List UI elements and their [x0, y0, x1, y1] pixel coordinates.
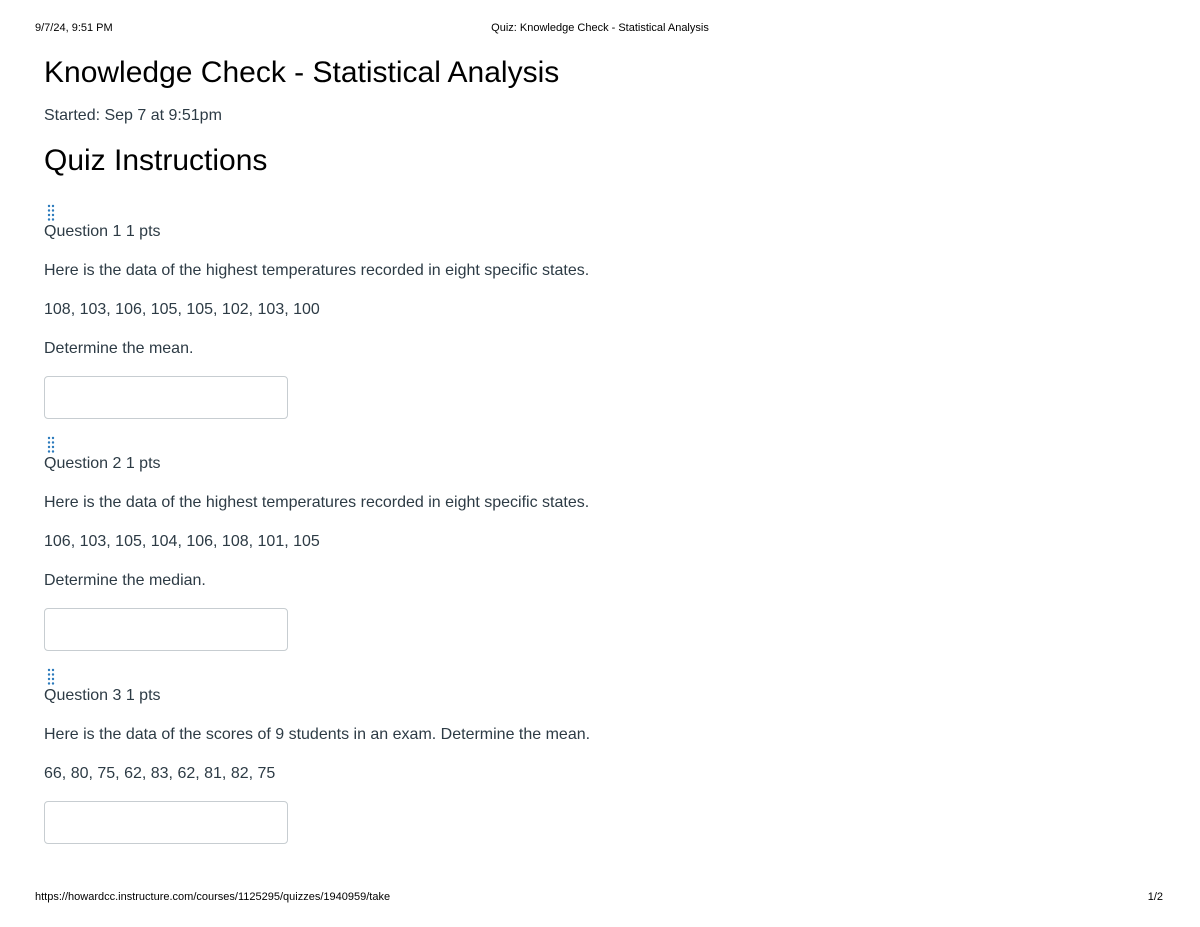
quiz-instructions-heading: Quiz Instructions: [44, 144, 268, 177]
question-header: Question 2 1 pts: [44, 455, 161, 472]
question-data: 106, 103, 105, 104, 106, 108, 101, 105: [44, 533, 320, 550]
question-prompt: Determine the mean.: [44, 340, 194, 357]
question-prompt: Determine the median.: [44, 572, 206, 589]
question-1: [44, 204, 1144, 419]
drag-handle-icon[interactable]: [47, 668, 57, 686]
page-url: https://howardcc.instructure.com/courses/1125295/quizzes/1940959/take: [35, 891, 391, 903]
answer-input[interactable]: [44, 801, 288, 844]
question-header: Question 3 1 pts: [44, 687, 161, 704]
quiz-content: [44, 54, 1144, 844]
question-2: [44, 436, 1144, 651]
drag-handle-icon[interactable]: [47, 204, 57, 222]
print-header: [35, 22, 1165, 38]
page-number: 1/2: [1147, 891, 1163, 903]
drag-handle-icon[interactable]: [47, 436, 57, 454]
question-header: Question 1 1 pts: [44, 223, 161, 240]
question-text: Here is the data of the highest temperatures recorded in eight specific states.: [44, 494, 590, 511]
answer-input[interactable]: [44, 608, 288, 651]
print-footer: [35, 891, 1163, 907]
quiz-title: Knowledge Check - Statistical Analysis: [44, 56, 560, 89]
question-3: [44, 668, 1144, 844]
print-title: Quiz: Knowledge Check - Statistical Analysis: [491, 22, 709, 34]
question-text: Here is the data of the highest temperatures recorded in eight specific states.: [44, 262, 590, 279]
print-date: 9/7/24, 9:51 PM: [35, 22, 113, 34]
question-data: 66, 80, 75, 62, 83, 62, 81, 82, 75: [44, 765, 276, 782]
question-text: Here is the data of the scores of 9 students in an exam. Determine the mean.: [44, 726, 591, 743]
started-timestamp: Started: Sep 7 at 9:51pm: [44, 107, 222, 124]
question-data: 108, 103, 106, 105, 105, 102, 103, 100: [44, 301, 320, 318]
answer-input[interactable]: [44, 376, 288, 419]
